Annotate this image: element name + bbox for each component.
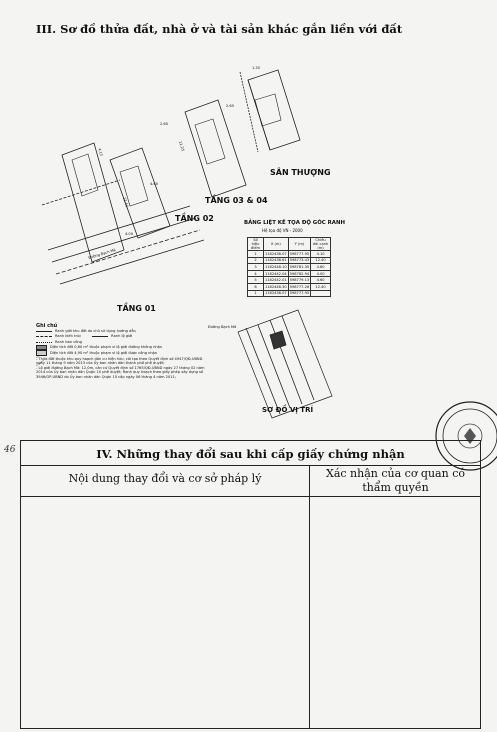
dim-label: 11.25 bbox=[177, 140, 185, 152]
table-header-cell: X (m) bbox=[263, 238, 288, 251]
table-cell: 598777.95 bbox=[289, 291, 310, 296]
table-cell: 4.00 bbox=[311, 270, 331, 277]
table-cell: 1182438.07 bbox=[264, 291, 287, 296]
legend bbox=[36, 324, 226, 380]
label-san-thuong: SÂN THƯỢNG bbox=[270, 168, 331, 177]
dim-label: 2.60 bbox=[160, 122, 169, 126]
table-cell: 598779.13 bbox=[289, 278, 310, 283]
legend-item: Diện tích đất 4,90 m² thuộc phạm vi lộ giới được công nhận bbox=[36, 350, 226, 355]
table-header-cell: Y (m) bbox=[288, 238, 310, 251]
table-cell: 12.40 bbox=[311, 283, 331, 290]
coord-table-subtitle: Hệ tọa độ VN - 2000 bbox=[262, 228, 303, 233]
label-tang-03-04: TẦNG 03 & 04 bbox=[205, 196, 268, 205]
table-cell bbox=[311, 290, 331, 297]
location-map-title: SƠ ĐỒ VỊ TRÍ bbox=[262, 406, 314, 414]
dim-label: 1.35 bbox=[252, 66, 261, 70]
table-cell: 4.10 bbox=[311, 251, 331, 258]
location-map-street: Đường Bạch Mã bbox=[208, 325, 237, 329]
street-label: Đường Bạch Mã bbox=[87, 247, 117, 261]
table-cell: 1182438.61 bbox=[264, 258, 287, 263]
table-cell: 1182448.30 bbox=[264, 284, 287, 289]
table-cell: 12.40 bbox=[311, 257, 331, 264]
table-cell: 598781.30 bbox=[289, 264, 310, 269]
legend-item: Diện tích đất 0,60 m² thuộc phạm vi lộ giới đường không nhận bbox=[36, 345, 226, 350]
table-row bbox=[248, 257, 331, 264]
label-tang-02: TẦNG 02 bbox=[175, 214, 214, 223]
table-header-row bbox=[248, 238, 331, 251]
section-3-title: III. Sơ đồ thửa đất, nhà ở và tài sản khác gắn liền với đất bbox=[36, 22, 403, 36]
table-header-cell: Chiều dài cạnh (m) bbox=[311, 238, 331, 251]
table-cell: 598777.95 bbox=[289, 251, 310, 256]
changes-table bbox=[20, 440, 481, 729]
table-cell: 4.60 bbox=[311, 277, 331, 284]
table-row bbox=[248, 290, 331, 297]
dim-label: 4.00 bbox=[125, 232, 134, 236]
table-cell: 1182448.10 bbox=[264, 264, 287, 269]
coord-table-title: BẢNG LIỆT KÊ TỌA ĐỘ GÓC RANH bbox=[244, 220, 345, 226]
dim-label: 4.10 bbox=[97, 147, 104, 157]
legend-title: Ghi chú bbox=[36, 323, 58, 329]
legend-item: Ranh giới khu đất do chủ sử dụng hướng dẫn bbox=[36, 329, 226, 334]
table-cell: 4 bbox=[248, 270, 264, 277]
dim-label: 2.65 bbox=[226, 104, 235, 108]
table-cell: 598777.26 bbox=[289, 284, 310, 289]
table-cell: 598782.94 bbox=[289, 271, 310, 276]
table-row bbox=[248, 251, 331, 258]
margin-mark: 46 bbox=[4, 445, 16, 455]
table-cell: 2 bbox=[248, 257, 264, 264]
label-tang-01: TẦNG 01 bbox=[117, 304, 156, 313]
coord-table bbox=[247, 237, 331, 297]
legend-note: - Thửa đất thuộc khu quy hoạch dân cư hiện hữu, cải tạo theo Quyết định số 4947/QĐ-UBND ngày 11 tháng 9 năm 2013 của Ủy ban nhân dân thành phố phê duyệt; bbox=[36, 356, 203, 366]
col-header-confirmation: Xác nhận của cơ quan có thẩm quyền bbox=[326, 467, 465, 494]
legend-item: Ranh kiến trúc Ranh lộ giới bbox=[36, 334, 226, 339]
table-cell: 6 bbox=[248, 283, 264, 290]
legend-note: - Lộ giới đường Bạch Mã: 12,0m, căn cứ Quyết định số 1765/QĐ-UBND ngày 27 tháng 02 năm 2014 của Ủy ban nhân dân Quận 10 phê duyệt; Ranh quy hoạch theo giấy phép xây dựng số 3946/GP-UBND do Ủy ban nhân dân Quận 10 cấp ngày 06 tháng 4 năm 2011; bbox=[36, 365, 205, 379]
dim-label: 4.60 bbox=[150, 182, 159, 186]
table-cell: 3 bbox=[248, 264, 264, 271]
section-4-title: IV. Những thay đổi sau khi cấp giấy chứng nhận bbox=[96, 447, 405, 461]
table-row bbox=[248, 270, 331, 277]
table-cell: 1182442.04 bbox=[264, 271, 287, 276]
table-row bbox=[248, 277, 331, 284]
table-cell: 4.60 bbox=[311, 264, 331, 271]
legend-item: Ranh ban công bbox=[36, 339, 226, 344]
table-cell: 1 bbox=[248, 290, 264, 297]
table-header-cell: Số hiệu điểm bbox=[248, 238, 264, 251]
table-row bbox=[248, 283, 331, 290]
col-header-content: Nội dung thay đổi và cơ sở pháp lý bbox=[68, 472, 262, 485]
table-cell: 1182442.01 bbox=[264, 278, 287, 283]
dim-label: 12.40 bbox=[121, 196, 129, 208]
table-cell: 1 bbox=[248, 251, 264, 258]
table-cell: 5 bbox=[248, 277, 264, 284]
table-cell: 1182438.07 bbox=[264, 251, 287, 256]
table-cell: 598773.43 bbox=[289, 258, 310, 263]
table-row bbox=[248, 264, 331, 271]
